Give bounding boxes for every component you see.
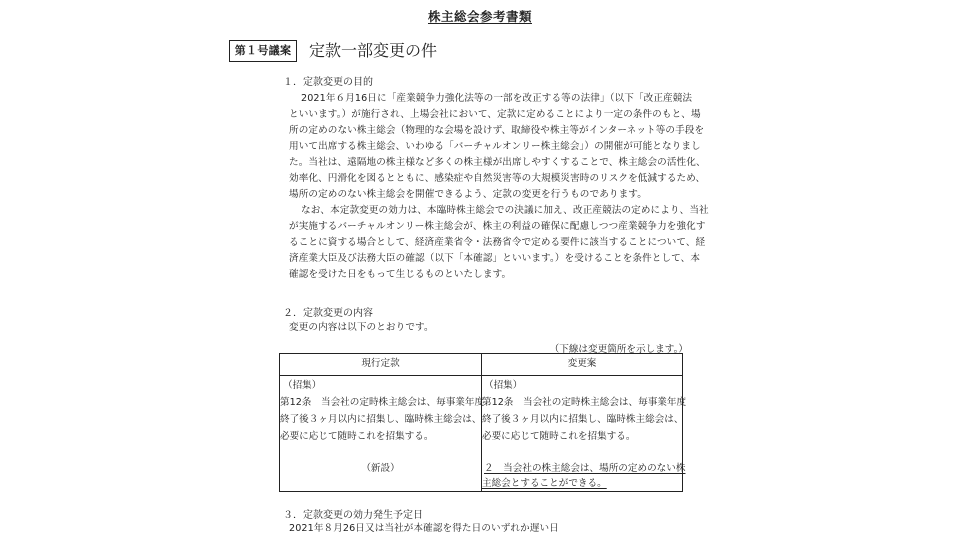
section-3-heading: ３．定款変更の効力発生予定日 bbox=[283, 510, 423, 521]
proposed-articles-header: 変更案 bbox=[567, 358, 597, 369]
current-article-line: 必要に応じて随時これを招集する。 bbox=[280, 431, 434, 442]
proposed-article-line: 終了後３ヶ月以内に招集し、臨時株主総会は、 bbox=[482, 414, 684, 425]
current-article-line: （招集） bbox=[283, 380, 322, 391]
document-title: 株主総会参考書類 bbox=[427, 9, 532, 24]
section-1-line: が実施するバーチャルオンリー株主総会が、株主の利益の確保に配慮しつつ産業競争力を強化す bbox=[289, 221, 706, 232]
proposed-article-line: 第12条 当会社の定時株主総会は、毎事業年度 bbox=[482, 397, 687, 408]
amendment-table bbox=[279, 353, 687, 492]
section-1-line: 用いて出席する株主総会、いわゆる「バーチャルオンリー株主総会」）の開催が可能となりまし bbox=[289, 141, 701, 152]
section-1-line: ることに資する場合として、経済産業省令・法務省令で定める要件に該当することについて、経 bbox=[289, 237, 706, 248]
current-new-placeholder: （新設） bbox=[361, 463, 400, 474]
table-note: （下線は変更箇所を示します。） bbox=[549, 344, 688, 355]
effective-date-text: 2021年８月26日又は当社が本確認を得た日のいずれか遅い日 bbox=[289, 523, 559, 534]
section-1-heading: １．定款変更の目的 bbox=[283, 77, 373, 88]
proposed-added-clause-line: ２ 当会社の株主総会は、場所の定めのない株 bbox=[484, 463, 686, 474]
current-articles-header: 現行定款 bbox=[361, 358, 400, 369]
section-2-intro: 変更の内容は以下のとおりです。 bbox=[289, 322, 434, 333]
section-1-line: 2021年６月16日に「産業競争力強化法等の一部を改正する等の法律」（以下「改正産競法 bbox=[301, 93, 693, 104]
section-1-line: なお、本定款変更の効力は、本臨時株主総会での決議に加え、改正産競法の定めにより、当社 bbox=[301, 205, 709, 216]
section-1-line: 済産業大臣及び法務大臣の確認（以下「本確認」といいます。）を受けることを条件として、本 bbox=[289, 253, 701, 264]
section-1-line: 確認を受けた日をもって生じるものといたします。 bbox=[289, 269, 512, 280]
proposed-article-line: （招集） bbox=[484, 380, 523, 391]
current-article-line: 第12条 当会社の定時株主総会は、毎事業年度 bbox=[280, 397, 485, 408]
agenda-number-badge: 第１号議案 bbox=[229, 40, 297, 62]
agenda-title: 定款一部変更の件 bbox=[309, 41, 438, 60]
section-1-line: 所の定めのない株主総会（物理的な会場を設けず、取締役や株主等がインターネット等の手段を bbox=[289, 125, 705, 136]
table-header-divider bbox=[280, 375, 682, 376]
section-1-line: といいます。）が施行され、上場会社において、定款に定めることにより一定の条件のもと、場 bbox=[289, 109, 701, 120]
section-2-heading: ２．定款変更の内容 bbox=[283, 308, 373, 319]
section-1-line: 効率化、円滑化を図るとともに、感染症や自然災害等の大規模災害時のリスクを低減するため、 bbox=[289, 173, 706, 184]
proposed-article-line: 必要に応じて随時これを招集する。 bbox=[482, 431, 636, 442]
proposed-added-clause-line: 主総会とすることができる。 bbox=[482, 478, 607, 489]
section-1-line: 場所の定めのない株主総会を開催できるよう、定款の変更を行うものであります。 bbox=[289, 189, 647, 200]
section-1-line: た。当社は、遠隔地の株主様など多くの株主様が出席しやすくすることで、株主総会の活性化、 bbox=[289, 157, 706, 168]
current-article-line: 終了後３ヶ月以内に招集し、臨時株主総会は、 bbox=[280, 414, 482, 425]
